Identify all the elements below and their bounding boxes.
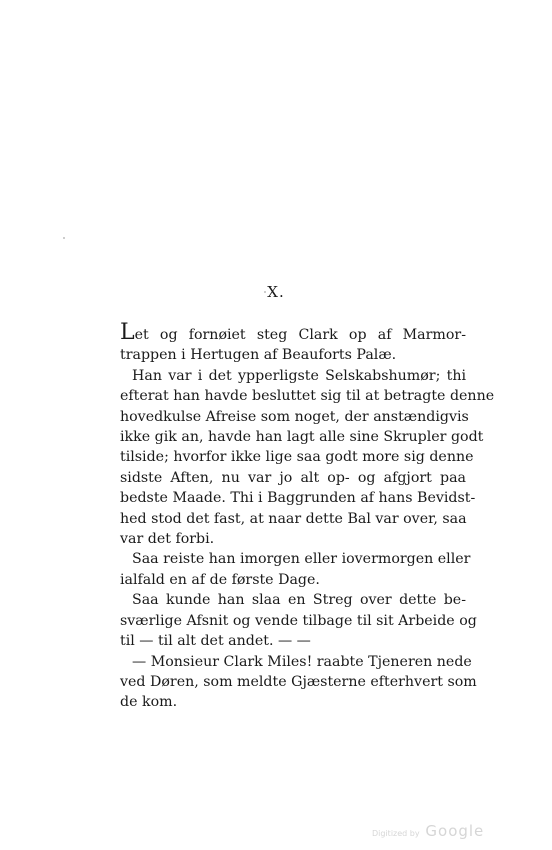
text-line: ikke gik an, havde han lagt alle sine Skrupler godt bbox=[120, 429, 484, 446]
text-line: bedste Maade. Thi i Baggrunden af hans Bevidst- bbox=[120, 490, 476, 507]
text-line: var det forbi. bbox=[120, 531, 215, 548]
watermark-small-text: Digitized by bbox=[372, 829, 420, 838]
text-line: Han var i det ypperligste Selskabshumør; thi bbox=[132, 367, 466, 384]
digitized-watermark bbox=[372, 822, 484, 840]
text-line: tilside; hvorfor ikke lige saa godt more sig denne bbox=[120, 449, 474, 466]
paragraph bbox=[120, 549, 471, 590]
text-line: trappen i Hertugen af Beauforts Palæ. bbox=[120, 347, 397, 364]
text-line: sværlige Afsnit og vende tilbage til sit Arbeide og bbox=[120, 612, 477, 629]
watermark-logo-text: Google bbox=[425, 822, 485, 840]
drop-cap: L bbox=[120, 320, 135, 345]
text-line: ved Døren, som meldte Gjæsterne efterhvert som bbox=[120, 673, 477, 690]
text-line: Saa kunde han slaa en Streg over dette be- bbox=[132, 592, 466, 609]
chapter-heading: X. bbox=[267, 283, 285, 301]
text-line: hovedkulse Afreise som noget, der anstændigvis bbox=[120, 408, 469, 425]
paragraph bbox=[120, 366, 495, 550]
chapter-text bbox=[120, 320, 495, 713]
text-line: de kom. bbox=[120, 694, 178, 711]
text-line: Saa reiste han imorgen eller iovermorgen eller bbox=[132, 551, 471, 568]
text-line: ialfald en af de første Dage. bbox=[120, 571, 320, 588]
text-line: efterat han havde besluttet sig til at betragte denne bbox=[120, 388, 495, 405]
paragraph bbox=[120, 652, 477, 713]
text-line: — Monsieur Clark Miles! raabte Tjeneren nede bbox=[132, 653, 472, 670]
paragraph bbox=[120, 590, 477, 651]
text-line: Let og fornøiet steg Clark op af Marmor- bbox=[120, 320, 466, 345]
text-line: sidste Aften, nu var jo alt op- og afgjort paa bbox=[120, 469, 466, 486]
text-line: hed stod det fast, at naar dette Bal var over, saa bbox=[120, 510, 467, 527]
paper-speck bbox=[63, 237, 65, 239]
text-line: til — til alt det andet. — — bbox=[120, 633, 311, 650]
paragraph bbox=[120, 320, 466, 366]
